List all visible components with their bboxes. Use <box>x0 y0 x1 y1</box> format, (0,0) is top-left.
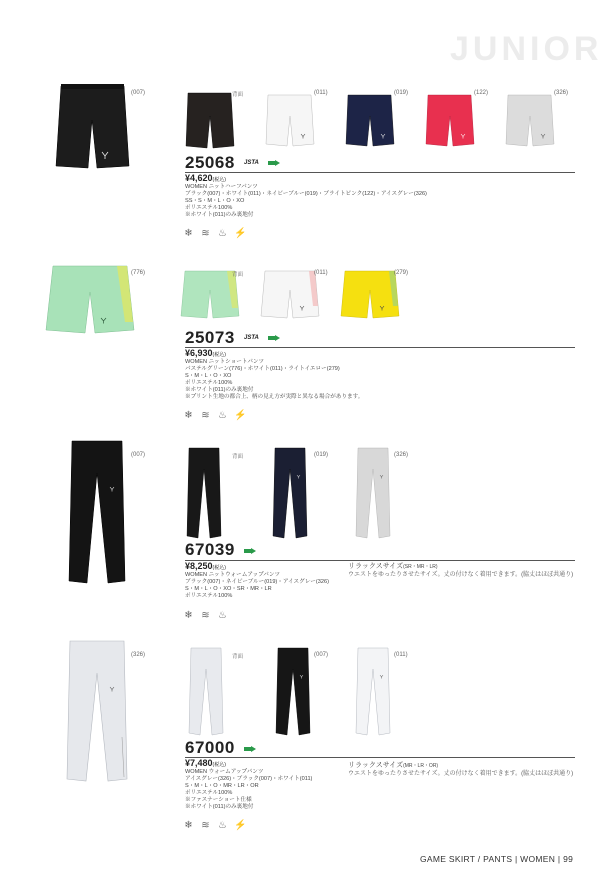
feature-icons <box>183 820 245 831</box>
color-code-main: (007) <box>131 452 146 458</box>
relax-sizes: (SR・MR・LR) <box>403 564 438 570</box>
product-name: WOMEN ニットショートパンツ <box>185 359 265 365</box>
product-image-main[interactable] <box>55 80 130 172</box>
arrow-icon <box>268 160 280 166</box>
product-colors: パステルグリーン(776)・ホワイト(011)・ライトイエロー(279) <box>185 366 340 372</box>
product-info <box>185 350 363 401</box>
tax-label: (税込) <box>212 565 226 571</box>
relax-title: リラックスサイズ <box>348 762 404 769</box>
color-code-variant: (019) <box>394 90 409 96</box>
product-sizes: SS・S・M・L・O・XO <box>185 198 245 204</box>
moisture-wicking-icon: ♨ <box>218 228 227 239</box>
product-note: ※ファスナーショート仕様 <box>185 797 252 803</box>
snowflake-icon: ❄ <box>184 820 193 831</box>
product-image-variant-279[interactable] <box>340 268 400 320</box>
color-code-variant: (326) <box>394 452 409 458</box>
color-code-main: (776) <box>131 270 146 276</box>
product-number: 67000 <box>185 738 235 757</box>
footer-section: GAME SKIRT / PANTS <box>420 854 513 864</box>
product-sizes: S・M・L・O・XO <box>185 373 232 379</box>
snowflake-icon: ❄ <box>184 610 193 621</box>
tax-label: (税込) <box>212 762 226 768</box>
tax-label: (税込) <box>212 177 226 183</box>
color-code-variant: (122) <box>474 90 489 96</box>
color-code-main: (007) <box>131 90 146 96</box>
moisture-wicking-icon: ♨ <box>218 820 227 831</box>
snowflake-icon: ❄ <box>184 228 193 239</box>
product-image-variant-019[interactable] <box>272 445 308 540</box>
product-image-variant-007[interactable] <box>275 645 311 737</box>
uv-cut-icon: ≋ <box>201 228 210 239</box>
divider <box>185 560 575 561</box>
product-image-back[interactable] <box>188 645 224 737</box>
divider <box>185 172 575 173</box>
product-name: WOMEN ニットハーフパンツ <box>185 184 258 190</box>
color-code-variant: (011) <box>314 270 328 276</box>
product-info <box>185 175 427 219</box>
price: ¥6,930 <box>185 348 213 358</box>
price: ¥8,250 <box>185 561 213 571</box>
product-note: ※ホワイト(011)のみ裏地付 <box>185 387 254 393</box>
product-image-back[interactable] <box>186 445 222 540</box>
uv-cut-icon: ≋ <box>201 820 210 831</box>
antistatic-icon: ⚡ <box>234 410 247 421</box>
relax-title: リラックスサイズ <box>348 563 404 570</box>
product-image-back[interactable] <box>180 268 240 320</box>
uv-cut-icon: ≋ <box>201 610 210 621</box>
divider <box>185 757 575 758</box>
product-image-variant-326[interactable] <box>355 445 391 540</box>
antistatic-icon: ⚡ <box>234 820 247 831</box>
color-code-variant: (279) <box>394 270 409 276</box>
moisture-wicking-icon: ♨ <box>218 410 227 421</box>
back-label: 背面 <box>232 654 244 660</box>
product-material: ポリエステル100% <box>185 593 233 599</box>
divider <box>185 347 575 348</box>
product-image-main[interactable] <box>68 437 126 587</box>
back-label: 背面 <box>232 454 244 460</box>
product-info <box>185 563 329 600</box>
color-code-variant: (007) <box>314 652 329 658</box>
arrow-icon <box>268 335 280 341</box>
product-number: 67039 <box>185 540 235 559</box>
arrow-icon <box>244 746 256 752</box>
watermark: JUNIOR <box>450 30 603 68</box>
relax-size-note <box>348 762 573 778</box>
product-info <box>185 760 312 811</box>
product-colors: アイスグレー(326)・ブラック(007)・ホワイト(011) <box>185 776 313 782</box>
product-note: ※プリント生地の都合上、柄の見え方が実際と異なる場合があります。 <box>185 394 364 400</box>
product-material: ポリエステル100% <box>185 205 233 211</box>
product-image-variant-011[interactable] <box>355 645 391 737</box>
relax-description: ウエストをゆったりさせたサイズ。丈の付けなく着用できます。(脇丈はほぼ共通り) <box>348 771 574 777</box>
color-code-variant: (011) <box>314 90 328 96</box>
product-sizes: S・M・L・O・XO・SR・MR・LR <box>185 586 272 592</box>
color-code-variant: (011) <box>394 652 408 658</box>
product-note: ※ホワイト(011)のみ裏地付 <box>185 804 254 810</box>
color-code-main: (326) <box>131 652 146 658</box>
tax-label: (税込) <box>212 352 226 358</box>
product-image-variant-011[interactable] <box>265 92 315 148</box>
product-image-variant-326[interactable] <box>505 92 555 148</box>
feature-icons <box>183 410 245 421</box>
antistatic-icon: ⚡ <box>234 228 247 239</box>
product-note: ※ホワイト(011)のみ裏地付 <box>185 212 254 218</box>
product-name: WOMEN ニットウォームアップパンツ <box>185 572 281 578</box>
back-label: 背面 <box>232 92 244 98</box>
snowflake-icon: ❄ <box>184 410 193 421</box>
product-image-variant-122[interactable] <box>425 92 475 148</box>
feature-icons <box>183 228 245 239</box>
product-colors: ブラック(007)・ホワイト(011)・ネイビーブルー(019)・ブライトピンク(122)・アイスグレー(326) <box>185 191 427 197</box>
moisture-wicking-icon: ♨ <box>218 610 227 621</box>
page-number: 99 <box>563 854 574 864</box>
product-image-variant-011[interactable] <box>260 268 320 320</box>
arrow-icon <box>244 548 256 554</box>
product-material: ポリエステル100% <box>185 790 233 796</box>
footer-separator: | <box>557 854 561 864</box>
product-colors: ブラック(007)・ネイビーブルー(019)・アイスグレー(326) <box>185 579 329 585</box>
product-image-main[interactable] <box>66 637 128 785</box>
product-image-variant-019[interactable] <box>345 92 395 148</box>
product-number: 25073 <box>185 328 235 347</box>
product-number: 25068 <box>185 153 235 172</box>
page-footer <box>420 854 573 864</box>
product-image-main[interactable] <box>45 262 135 337</box>
relax-size-note <box>348 563 573 579</box>
jsta-badge: JSTA <box>244 335 259 341</box>
jsta-badge: JSTA <box>244 160 259 166</box>
uv-cut-icon: ≋ <box>201 410 210 421</box>
footer-separator: | <box>514 854 518 864</box>
product-name: WOMEN ウォームアップパンツ <box>185 769 264 775</box>
relax-description: ウエストをゆったりさせたサイズ。丈の付けなく着用できます。(脇丈はほぼ共通り) <box>348 572 574 578</box>
product-sizes: S・M・L・O・MR・LR・OR <box>185 783 259 789</box>
product-material: ポリエステル100% <box>185 380 233 386</box>
color-code-variant: (326) <box>554 90 569 96</box>
back-label: 背面 <box>232 272 244 278</box>
footer-category: WOMEN <box>520 854 556 864</box>
relax-sizes: (MR・LR・OR) <box>403 763 439 769</box>
feature-icons <box>183 610 228 621</box>
color-code-variant: (019) <box>314 452 329 458</box>
price: ¥4,620 <box>185 173 213 183</box>
price: ¥7,480 <box>185 758 213 768</box>
product-image-back[interactable] <box>185 90 235 150</box>
